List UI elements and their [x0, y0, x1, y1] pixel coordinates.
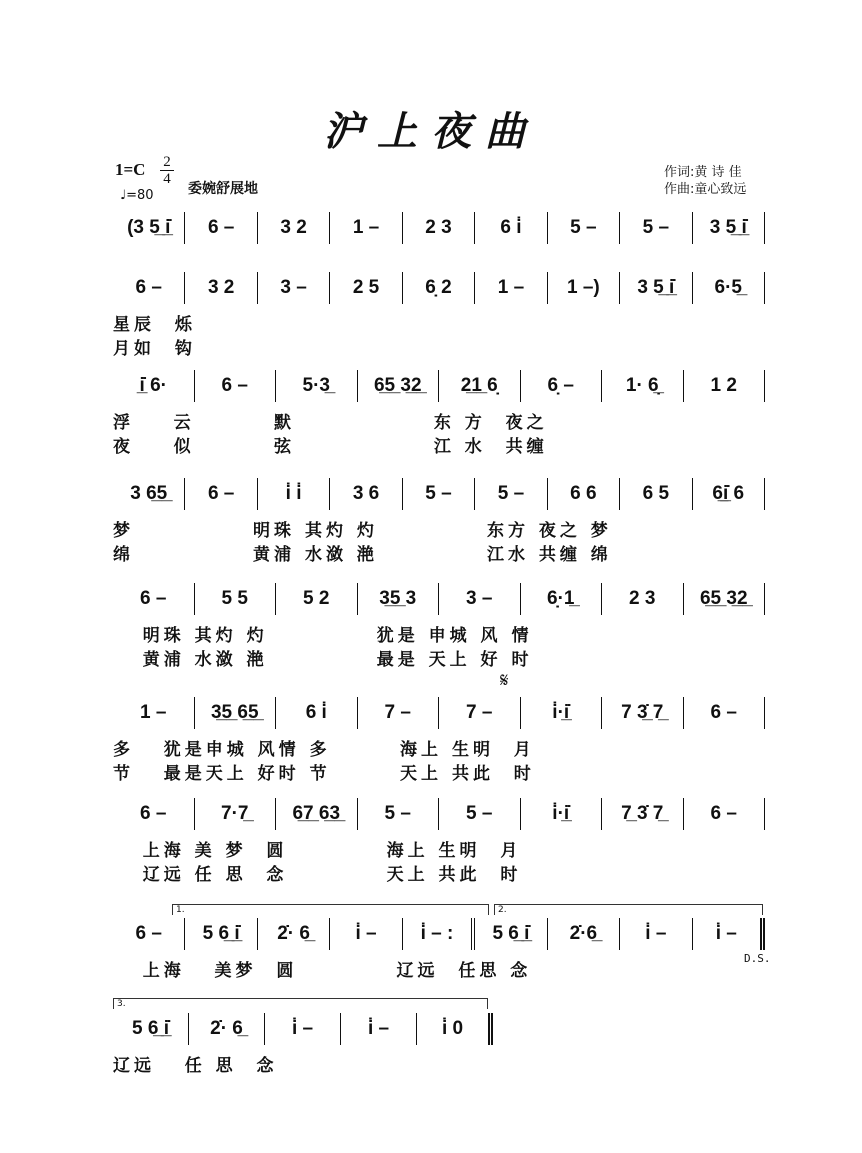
score-system — [113, 583, 765, 670]
volta-1: 1. — [172, 904, 489, 915]
measure: 6̣ 2 — [403, 272, 475, 304]
lyric-line-2: 节 最是天上 好时 节 天上 共此 时 — [113, 764, 535, 784]
score-system — [113, 478, 765, 565]
measure: 3̲5̲ 6̲5̲ — [195, 697, 277, 729]
measure: i̇·i̲̇ — [521, 697, 603, 729]
lyric-line-1: 多 犹是申城 风情 多 海上 生明 月 — [113, 740, 535, 760]
measure: 5 – — [358, 798, 440, 830]
lyric-line-1: 上海 美 梦 圆 海上 生明 月 — [113, 841, 522, 861]
measure: 5·3̲ — [276, 370, 358, 402]
measure: 5 6̲ i̲̇ — [113, 1013, 189, 1045]
credits — [664, 164, 746, 198]
lyric-line-2: 辽远 任 思 念 天上 共此 时 — [113, 865, 522, 885]
lyric-line-1: 明珠 其灼 灼 犹是 申城 风 情 — [113, 626, 533, 646]
measure: 3 6 — [330, 478, 402, 510]
score-system — [113, 697, 765, 784]
lyric-line-1: 上海 美梦 圆 辽远 任思 念 — [113, 961, 532, 981]
measure: 6 5 — [620, 478, 692, 510]
volta-3: 3. — [113, 998, 488, 1009]
measure: 3 5̲ i̲̇ — [693, 212, 765, 244]
measure: 6 – — [113, 583, 195, 615]
measure: 1 –) — [548, 272, 620, 304]
composer: 作曲:童心致远 — [664, 182, 747, 197]
time-signature — [160, 154, 174, 187]
measure: 5 – — [403, 478, 475, 510]
measure: 6 – — [684, 697, 766, 729]
measure: 5 6̲ i̲̇ — [185, 918, 257, 950]
measure: 6̲i̲̇ 6 — [693, 478, 765, 510]
measure: i̇ – — [620, 918, 692, 950]
measure: 6 i̇ — [276, 697, 358, 729]
measure: 1 – — [113, 697, 195, 729]
measure: (3 5̲ i̲̇ — [113, 212, 185, 244]
measure: 7 3̲̇ 7̲ — [602, 697, 684, 729]
score-system — [113, 798, 765, 885]
measure: i̇ – — [693, 918, 765, 950]
lyric-line-2: 夜 似 弦 江 水 共缠 — [113, 437, 548, 457]
measure: 3 2 — [258, 212, 330, 244]
measure: 3̲5̲ 3 — [358, 583, 440, 615]
measure: 6 – — [185, 478, 257, 510]
measure: i̇ i̇ — [258, 478, 330, 510]
measure: 1 – — [330, 212, 402, 244]
lyric-line-2: 绵 黄浦 水潋 滟 江水 共缠 绵 — [113, 545, 612, 565]
dal-segno-mark: D.S. — [744, 952, 771, 965]
measure: 2̲1̲ 6̣ — [439, 370, 521, 402]
measure: 6 – — [684, 798, 766, 830]
lyric-line-2: 月如 钩 — [113, 339, 196, 359]
measure: 6̲5̲ 3̲2̲ — [358, 370, 440, 402]
measure: 7̲ 3̇ 7̲ — [602, 798, 684, 830]
measure: 2 3 — [403, 212, 475, 244]
measure: 1 2 — [684, 370, 766, 402]
volta-2: 2. — [494, 904, 763, 915]
segno-mark: 𝄋 — [500, 668, 509, 692]
measure: 1 – — [475, 272, 547, 304]
measure: 1· 6̣̲ — [602, 370, 684, 402]
measure: 2 5 — [330, 272, 402, 304]
measure: 6·5̲ — [693, 272, 765, 304]
measure: 6̲7̲ 6̲3̲ — [276, 798, 358, 830]
measure: 6 – — [195, 370, 277, 402]
lyric-line-1: 浮 云 默 东 方 夜之 — [113, 413, 548, 433]
measure: 5 – — [548, 212, 620, 244]
measure: 2̇·6̲ — [548, 918, 620, 950]
score-system — [113, 1013, 765, 1076]
score-system — [113, 212, 765, 244]
lyric-line-1: 梦 明珠 其灼 灼 东方 夜之 梦 — [113, 521, 612, 541]
tempo-marking: ♩=80 — [120, 188, 154, 203]
measure: 5 6̲ i̲̇ — [475, 918, 547, 950]
measure: 3 5̲ i̲̇ — [620, 272, 692, 304]
time-denominator: 4 — [163, 171, 171, 187]
measure: 5 – — [620, 212, 692, 244]
score-system — [113, 272, 765, 359]
measure: 2̇· 6̲ — [189, 1013, 265, 1045]
measure: i̇ – — [341, 1013, 417, 1045]
measure: 5 – — [475, 478, 547, 510]
measure: i̇·i̲̇ — [521, 798, 603, 830]
measure: i̇ 0 — [417, 1013, 493, 1045]
measure: 6̣ – — [521, 370, 603, 402]
measure: 6 – — [113, 272, 185, 304]
measure: i̇ – — [265, 1013, 341, 1045]
expression-marking: 委婉舒展地 — [188, 181, 258, 197]
measure: 6 6 — [548, 478, 620, 510]
measure: i̲̇ 6· — [113, 370, 195, 402]
time-numerator: 2 — [160, 154, 174, 171]
measure: 5 5 — [195, 583, 277, 615]
measure: 7 – — [358, 697, 440, 729]
measure: 6 – — [113, 798, 195, 830]
measure: 6 i̇ — [475, 212, 547, 244]
lyric-line-1: 星辰 烁 — [113, 315, 196, 335]
score-system — [113, 370, 765, 457]
lyricist: 作词:黄 诗 佳 — [664, 165, 742, 180]
lyric-line-1: 辽远 任 思 念 — [113, 1056, 278, 1076]
measure: 3 6̲5̲ — [113, 478, 185, 510]
measure: 3 – — [439, 583, 521, 615]
measure: 6̲5̲ 3̲2̲ — [684, 583, 766, 615]
measure: 6 – — [185, 212, 257, 244]
measure: 6 – — [113, 918, 185, 950]
lyric-line-2: 黄浦 水潋 滟 最是 天上 好 时 — [113, 650, 533, 670]
measure: i̇ – : — [403, 918, 475, 950]
measure: 5 2 — [276, 583, 358, 615]
measure: 3 – — [258, 272, 330, 304]
measure: 7 – — [439, 697, 521, 729]
measure: i̇ – — [330, 918, 402, 950]
measure: 6̣·1̲ — [521, 583, 603, 615]
measure: 2̇· 6̲ — [258, 918, 330, 950]
measure: 5 – — [439, 798, 521, 830]
score-title: 沪上夜曲 — [323, 108, 539, 155]
measure: 7·7̲ — [195, 798, 277, 830]
measure: 3 2 — [185, 272, 257, 304]
measure: 2 3 — [602, 583, 684, 615]
key-signature: 1=C — [115, 160, 146, 179]
